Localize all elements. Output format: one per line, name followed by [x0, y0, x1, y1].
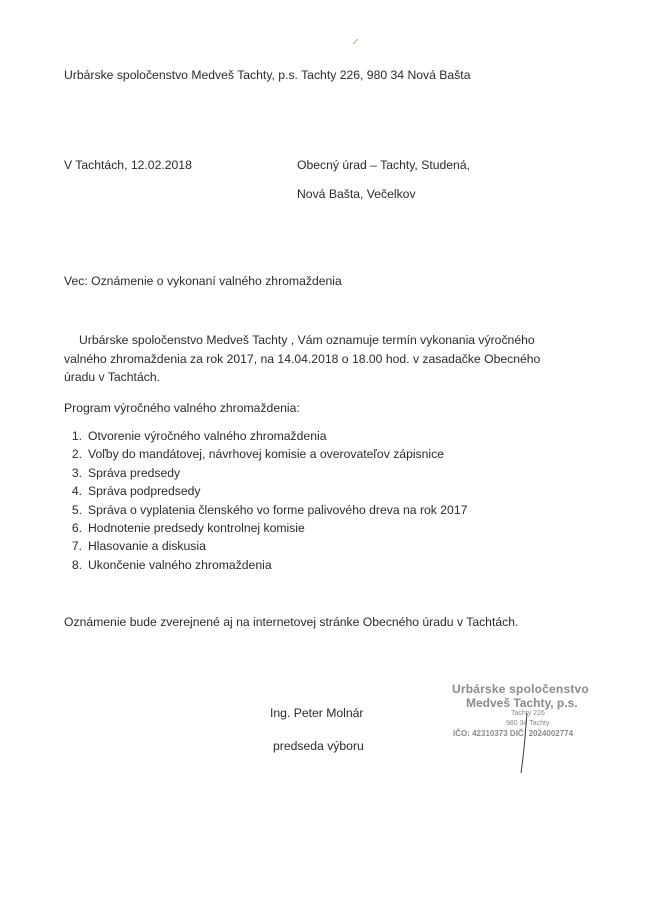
- stamp-line-5: IČO: 42310373 DIČ: 2024002774: [453, 729, 574, 738]
- list-item-number: 5.: [71, 502, 82, 517]
- handwritten-signature: [518, 712, 532, 774]
- list-item-text: Otvorenie výročného valného zhromaždenia: [88, 429, 327, 443]
- recipient-line-1: Obecný úrad – Tachty, Studená,: [297, 158, 470, 172]
- sender-address: Urbárske spoločenstvo Medveš Tachty, p.s. Tachty 226, 980 34 Nová Bašta: [64, 68, 471, 82]
- list-item-number: 4.: [71, 484, 82, 499]
- list-item-number: 7.: [71, 539, 82, 554]
- signatory-name: Ing. Peter Molnár: [270, 706, 364, 720]
- list-item-text: Správa podpredsedy: [88, 484, 201, 499]
- list-item-text: Hlasovanie a diskusia: [88, 539, 206, 554]
- place-date: V Tachtách, 12.02.2018: [64, 158, 192, 172]
- program-title: Program výročného valného zhromaždenia:: [64, 401, 300, 415]
- closing-note: Oznámenie bude zverejnené aj na internetovej stránke Obecného úradu v Tachtách.: [64, 615, 519, 629]
- list-item-text: Ukončenie valného zhromaždenia: [88, 557, 272, 572]
- ink-mark: [352, 38, 360, 46]
- list-item-text: Hodnotenie predsedy kontrolnej komisie: [88, 520, 305, 535]
- list-item: [64, 483, 467, 501]
- stamp-line-3: Tachty 226: [511, 710, 545, 717]
- stamp-line-2: Medveš Tachty, p.s.: [466, 696, 578, 710]
- list-item-text: Správa predsedy: [88, 465, 181, 480]
- stamp-line-4: 980 34 Tachty: [506, 720, 550, 727]
- signatory-role: predseda výboru: [273, 739, 364, 753]
- list-item-text: Správa o vyplatenia členského vo forme palivového dreva na rok 2017: [88, 502, 468, 517]
- stamp-line-1: Urbárske spoločenstvo: [452, 682, 589, 696]
- list-item: [64, 502, 467, 520]
- list-item: [64, 557, 467, 575]
- list-item-number: 8.: [71, 557, 82, 572]
- program-list: [64, 428, 467, 575]
- list-item: [64, 538, 467, 556]
- list-item-number: 2.: [71, 447, 82, 462]
- list-item: [64, 465, 467, 483]
- list-item-number: 6.: [71, 520, 82, 535]
- organization-stamp: [426, 682, 596, 772]
- list-item-number: 3.: [71, 465, 82, 480]
- announcement-paragraph: Urbárske spoločenstvo Medveš Tachty , Vám oznamuje termín vykonania výročného valného zhromaždenia za rok 2017, na 14.04.2018 o 18.00 hod. v zasadačke Obecného úradu v Tachtách.: [64, 333, 541, 384]
- list-item: [64, 446, 467, 464]
- recipient-line-2: Nová Bašta, Večelkov: [297, 187, 416, 201]
- subject-line: Vec: Oznámenie o vykonaní valného zhromaždenia: [64, 274, 342, 288]
- list-item-number: 1.: [71, 429, 82, 443]
- list-item-text: Voľby do mandátovej, návrhovej komisie a overovateľov zápisnice: [88, 447, 445, 462]
- list-item: [64, 428, 467, 446]
- list-item: [64, 520, 467, 538]
